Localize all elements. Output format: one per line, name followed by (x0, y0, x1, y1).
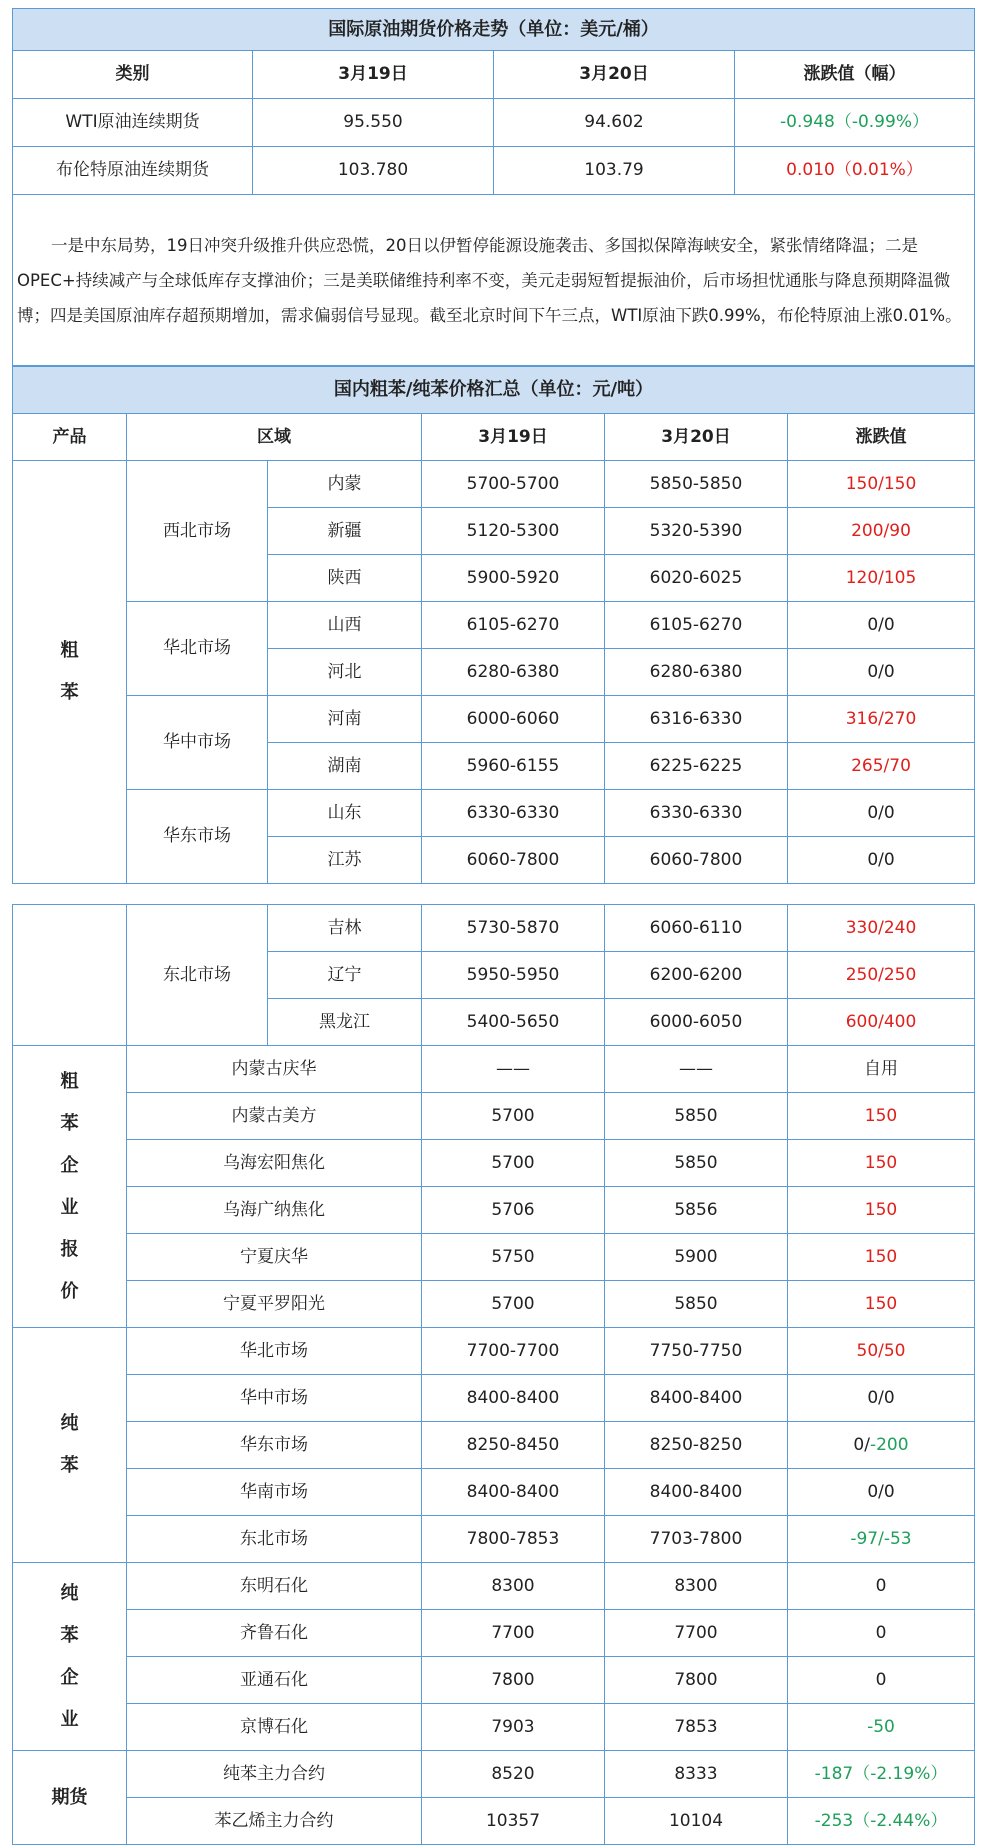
table-row (13, 1798, 975, 1845)
price-19: 5700 (422, 1281, 605, 1328)
price-change: 150/150 (788, 461, 975, 508)
price-change: -50 (788, 1704, 975, 1751)
oil-name: 布伦特原油连续期货 (13, 147, 253, 195)
oil-commentary (13, 195, 975, 366)
price-change: 150 (788, 1140, 975, 1187)
market-name: 华北市场 (127, 1328, 422, 1375)
price-20: 6280-6380 (605, 649, 788, 696)
price-change: 0 (788, 1563, 975, 1610)
crude-enterprise-label: 粗 苯 企 业 报 价 (13, 1046, 127, 1328)
oil-price-19: 95.550 (253, 99, 494, 147)
price-change: 150 (788, 1281, 975, 1328)
enterprise-name: 宁夏平罗阳光 (127, 1281, 422, 1328)
price-change: 0/0 (788, 602, 975, 649)
table-row (13, 1469, 975, 1516)
price-19: 7903 (422, 1704, 605, 1751)
domestic-table-title: 国内粗苯/纯苯价格汇总（单位：元/吨） (13, 367, 975, 414)
enterprise-name: 齐鲁石化 (127, 1610, 422, 1657)
price-20: 5850 (605, 1140, 788, 1187)
price-change: 0/0 (788, 649, 975, 696)
header-date-20: 3月20日 (494, 51, 735, 99)
price-19: 8250-8450 (422, 1422, 605, 1469)
domestic-price-table (12, 366, 975, 884)
price-20: 5850 (605, 1093, 788, 1140)
price-change: 0/0 (788, 837, 975, 884)
table-row (13, 696, 975, 743)
price-19: 5700 (422, 1140, 605, 1187)
contract-name: 苯乙烯主力合约 (127, 1798, 422, 1845)
price-change: -97/-53 (788, 1516, 975, 1563)
price-change: 0 (788, 1657, 975, 1704)
pure-benzene-label: 纯 苯 (13, 1328, 127, 1563)
oil-name: WTI原油连续期货 (13, 99, 253, 147)
price-change (788, 1422, 975, 1469)
market-east: 华东市场 (127, 790, 268, 884)
price-19: 8400-8400 (422, 1375, 605, 1422)
price-19: 6000-6060 (422, 696, 605, 743)
table-row (13, 99, 975, 147)
price-change-flat: 0/ (853, 1434, 870, 1455)
market-name: 东北市场 (127, 1516, 422, 1563)
domestic-price-table-continued (12, 904, 975, 1845)
price-19: 5950-5950 (422, 952, 605, 999)
oil-table-title: 国际原油期货价格走势（单位：美元/桶） (13, 9, 975, 51)
price-change: 120/105 (788, 555, 975, 602)
oil-commentary-text: 一是中东局势，19日冲突升级推升供应恐慌，20日以伊暂停能源设施袭击、多国拟保障海峡安全，紧张情绪降温；二是OPEC+持续减产与全球低库存支撑油价；三是美联储维持利率不变，美元走弱短暂提振油价，后市场担忧通胀与降息预期降温微博；四是美国原油库存超预期增加，需求偏弱信号显现。截至北京时间下午三点，WTI原油下跌0.99%，布伦特原油上涨0.01%。 (17, 235, 962, 325)
price-19: 6280-6380 (422, 649, 605, 696)
price-19: 5706 (422, 1187, 605, 1234)
table-row (13, 1234, 975, 1281)
table-row (13, 1751, 975, 1798)
price-19: 7800-7853 (422, 1516, 605, 1563)
price-change: -253（-2.44%） (788, 1798, 975, 1845)
price-change: 330/240 (788, 905, 975, 952)
table-row (13, 905, 975, 952)
price-19: 5400-5650 (422, 999, 605, 1046)
header-date-19: 3月19日 (422, 414, 605, 461)
price-change: 50/50 (788, 1328, 975, 1375)
enterprise-name: 宁夏庆华 (127, 1234, 422, 1281)
price-20: 6225-6225 (605, 743, 788, 790)
enterprise-name: 内蒙古美方 (127, 1093, 422, 1140)
price-20: 5320-5390 (605, 508, 788, 555)
market-northwest: 西北市场 (127, 461, 268, 602)
oil-futures-table (12, 8, 975, 366)
oil-change: -0.948（-0.99%） (735, 99, 975, 147)
region-name: 辽宁 (268, 952, 422, 999)
price-20: 6200-6200 (605, 952, 788, 999)
region-name: 河南 (268, 696, 422, 743)
market-north: 华北市场 (127, 602, 268, 696)
price-change: 265/70 (788, 743, 975, 790)
region-name: 内蒙 (268, 461, 422, 508)
pure-enterprise-label: 纯 苯 企 业 (13, 1563, 127, 1751)
price-20: 8250-8250 (605, 1422, 788, 1469)
price-20: 7700 (605, 1610, 788, 1657)
price-19: 8300 (422, 1563, 605, 1610)
price-19: —— (422, 1046, 605, 1093)
table-row (13, 147, 975, 195)
header-category: 类别 (13, 51, 253, 99)
region-name: 新疆 (268, 508, 422, 555)
region-name: 陕西 (268, 555, 422, 602)
price-change: 316/270 (788, 696, 975, 743)
table-row (13, 1140, 975, 1187)
price-20: 7703-7800 (605, 1516, 788, 1563)
price-change: 150 (788, 1187, 975, 1234)
oil-change: 0.010（0.01%） (735, 147, 975, 195)
price-change: 0/0 (788, 790, 975, 837)
price-20: 6316-6330 (605, 696, 788, 743)
price-change: 0 (788, 1610, 975, 1657)
price-19: 7800 (422, 1657, 605, 1704)
price-20: 7853 (605, 1704, 788, 1751)
price-19: 8520 (422, 1751, 605, 1798)
header-change: 涨跌值（幅） (735, 51, 975, 99)
region-name: 山西 (268, 602, 422, 649)
price-20: 6060-6110 (605, 905, 788, 952)
market-name: 华中市场 (127, 1375, 422, 1422)
table-row (13, 1187, 975, 1234)
price-19: 5120-5300 (422, 508, 605, 555)
contract-name: 纯苯主力合约 (127, 1751, 422, 1798)
table-row (13, 1657, 975, 1704)
oil-price-19: 103.780 (253, 147, 494, 195)
price-change: 0/0 (788, 1375, 975, 1422)
price-change: 150 (788, 1234, 975, 1281)
region-name: 山东 (268, 790, 422, 837)
market-name: 华南市场 (127, 1469, 422, 1516)
price-20: 7750-7750 (605, 1328, 788, 1375)
price-20: 6000-6050 (605, 999, 788, 1046)
region-name: 黑龙江 (268, 999, 422, 1046)
price-20: 6330-6330 (605, 790, 788, 837)
market-northeast: 东北市场 (127, 905, 268, 1046)
price-19: 6330-6330 (422, 790, 605, 837)
price-change: 自用 (788, 1046, 975, 1093)
price-change-down: -200 (869, 1434, 909, 1455)
price-20: 5850-5850 (605, 461, 788, 508)
price-20: 8400-8400 (605, 1469, 788, 1516)
price-19: 5730-5870 (422, 905, 605, 952)
crude-benzene-label: 粗 苯 (13, 461, 127, 884)
market-name: 华东市场 (127, 1422, 422, 1469)
price-change: 200/90 (788, 508, 975, 555)
price-19: 5900-5920 (422, 555, 605, 602)
price-change: -187（-2.19%） (788, 1751, 975, 1798)
price-19: 8400-8400 (422, 1469, 605, 1516)
price-20: 7800 (605, 1657, 788, 1704)
table-row (13, 1563, 975, 1610)
price-19: 5700-5700 (422, 461, 605, 508)
enterprise-name: 乌海宏阳焦化 (127, 1140, 422, 1187)
region-name: 吉林 (268, 905, 422, 952)
price-19: 6105-6270 (422, 602, 605, 649)
price-change: 250/250 (788, 952, 975, 999)
table-row (13, 1375, 975, 1422)
oil-price-20: 103.79 (494, 147, 735, 195)
price-19: 5700 (422, 1093, 605, 1140)
header-region: 区域 (127, 414, 422, 461)
enterprise-name: 内蒙古庆华 (127, 1046, 422, 1093)
price-19: 7700-7700 (422, 1328, 605, 1375)
price-change: 150 (788, 1093, 975, 1140)
price-20: 6020-6025 (605, 555, 788, 602)
table-row (13, 1281, 975, 1328)
enterprise-name: 京博石化 (127, 1704, 422, 1751)
crude-benzene-continued (13, 905, 127, 1046)
price-20: 10104 (605, 1798, 788, 1845)
price-20: 5856 (605, 1187, 788, 1234)
header-product: 产品 (13, 414, 127, 461)
table-row (13, 1046, 975, 1093)
table-row (13, 461, 975, 508)
enterprise-name: 乌海广纳焦化 (127, 1187, 422, 1234)
price-20: —— (605, 1046, 788, 1093)
table-row (13, 1610, 975, 1657)
price-change: 0/0 (788, 1469, 975, 1516)
price-19: 5750 (422, 1234, 605, 1281)
price-20: 8300 (605, 1563, 788, 1610)
table-row (13, 1516, 975, 1563)
table-row (13, 602, 975, 649)
enterprise-name: 亚通石化 (127, 1657, 422, 1704)
oil-price-20: 94.602 (494, 99, 735, 147)
price-20: 6105-6270 (605, 602, 788, 649)
futures-label: 期货 (13, 1751, 127, 1845)
price-20: 8400-8400 (605, 1375, 788, 1422)
price-20: 6060-7800 (605, 837, 788, 884)
price-change: 600/400 (788, 999, 975, 1046)
price-19: 6060-7800 (422, 837, 605, 884)
enterprise-name: 东明石化 (127, 1563, 422, 1610)
price-19: 10357 (422, 1798, 605, 1845)
header-date-19: 3月19日 (253, 51, 494, 99)
price-20: 5850 (605, 1281, 788, 1328)
market-central: 华中市场 (127, 696, 268, 790)
header-change: 涨跌值 (788, 414, 975, 461)
table-row (13, 1422, 975, 1469)
region-name: 湖南 (268, 743, 422, 790)
region-name: 江苏 (268, 837, 422, 884)
table-row (13, 1093, 975, 1140)
price-20: 5900 (605, 1234, 788, 1281)
price-19: 7700 (422, 1610, 605, 1657)
region-name: 河北 (268, 649, 422, 696)
table-row (13, 1704, 975, 1751)
price-19: 5960-6155 (422, 743, 605, 790)
price-20: 8333 (605, 1751, 788, 1798)
table-row (13, 790, 975, 837)
header-date-20: 3月20日 (605, 414, 788, 461)
table-row (13, 1328, 975, 1375)
